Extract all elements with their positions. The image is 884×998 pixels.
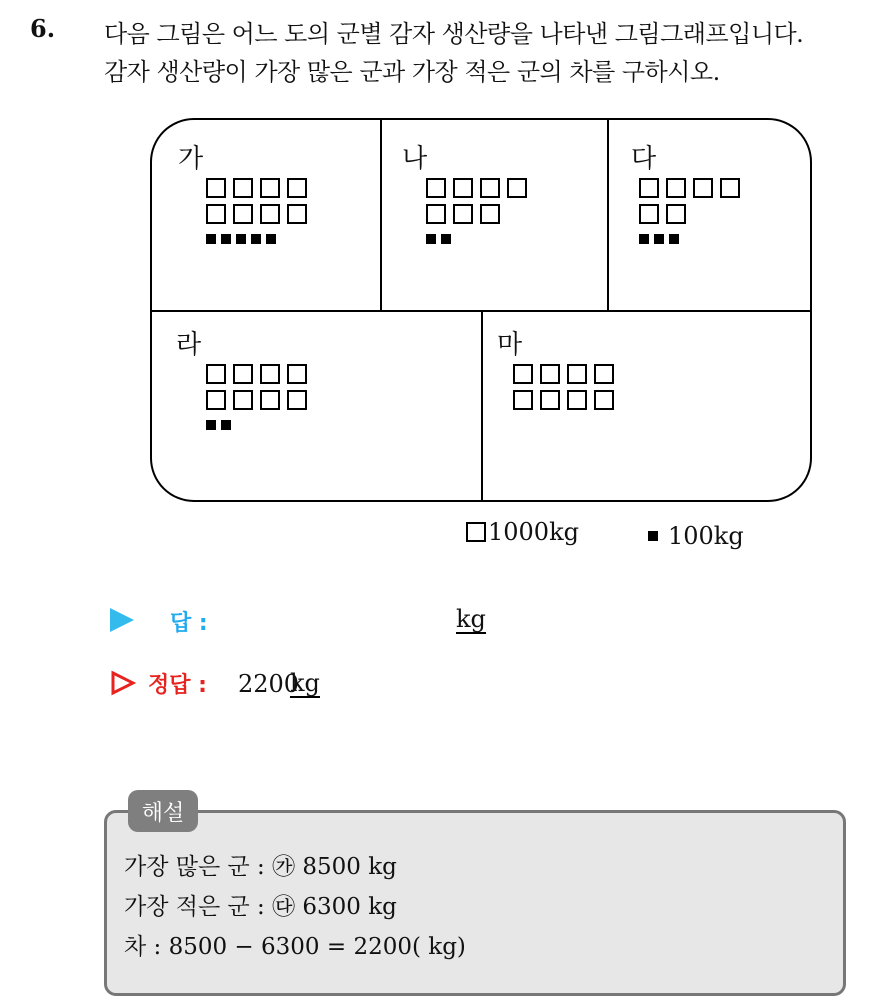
big-square-icon: [480, 204, 500, 224]
big-square-icon: [594, 390, 614, 410]
big-square-icon: [426, 204, 446, 224]
cell-icons: [206, 364, 307, 430]
big-square-row: [206, 364, 307, 386]
big-square-icon: [260, 178, 280, 198]
big-square-icon: [426, 178, 446, 198]
small-square-row: [426, 234, 527, 244]
big-square-row: [639, 178, 740, 200]
small-square-row: [639, 234, 740, 244]
small-square-icon: [221, 420, 231, 430]
small-square-icon: [266, 234, 276, 244]
big-square-icon: [466, 522, 486, 542]
big-square-icon: [206, 204, 226, 224]
big-square-row: [513, 390, 614, 412]
graph-cell-na: [382, 120, 609, 312]
explanation-line3: 차 : 8500 − 6300 = 2200( kg): [124, 934, 466, 960]
big-square-icon: [666, 204, 686, 224]
correct-value: 2200: [238, 670, 300, 698]
correct-label: 정답 :: [148, 673, 207, 698]
big-square-icon: [233, 204, 253, 224]
small-square-icon: [206, 420, 216, 430]
big-square-icon: [206, 390, 226, 410]
big-square-row: [206, 178, 307, 200]
small-square-icon: [639, 234, 649, 244]
cell-icons: [639, 178, 740, 244]
big-square-row: [206, 390, 307, 412]
big-square-icon: [287, 204, 307, 224]
graph-cell-da: [609, 120, 810, 312]
big-square-icon: [233, 390, 253, 410]
graph-cell-ra: [152, 312, 483, 500]
big-square-row: [426, 178, 527, 200]
correct-unit: kg: [290, 669, 320, 697]
big-square-icon: [513, 390, 533, 410]
big-square-icon: [540, 390, 560, 410]
answer-unit: kg: [456, 605, 486, 633]
big-square-icon: [513, 364, 533, 384]
big-square-icon: [540, 364, 560, 384]
cell-name: 마: [497, 330, 523, 360]
big-square-icon: [206, 364, 226, 384]
big-square-icon: [260, 204, 280, 224]
big-square-icon: [507, 178, 527, 198]
big-square-row: [513, 364, 614, 386]
big-square-icon: [287, 178, 307, 198]
graph-cell-ga: [152, 120, 382, 312]
big-square-icon: [233, 178, 253, 198]
graph-cell-ma: [483, 312, 810, 500]
big-square-row: [639, 204, 740, 226]
legend-small-label: 100kg: [668, 522, 744, 550]
small-square-icon: [669, 234, 679, 244]
answer-label: 답 :: [170, 611, 208, 636]
small-square-icon: [251, 234, 261, 244]
big-square-icon: [260, 364, 280, 384]
big-square-icon: [233, 364, 253, 384]
explanation-line1: 가장 많은 군 : ㉮ 8500 kg: [124, 854, 397, 880]
legend-big: [466, 518, 579, 546]
big-square-icon: [639, 178, 659, 198]
big-square-icon: [720, 178, 740, 198]
cell-name: 다: [631, 144, 657, 174]
small-square-icon: [426, 234, 436, 244]
big-square-icon: [594, 364, 614, 384]
cell-icons: [513, 364, 614, 416]
explanation-line2: 가장 적은 군 : ㉰ 6300 kg: [124, 894, 397, 920]
big-square-icon: [206, 178, 226, 198]
question-number: 6.: [30, 14, 56, 43]
big-square-icon: [287, 390, 307, 410]
picture-graph: [150, 118, 812, 502]
big-square-icon: [567, 364, 587, 384]
small-square-row: [206, 420, 307, 430]
big-square-icon: [480, 178, 500, 198]
small-square-icon: [221, 234, 231, 244]
big-square-icon: [287, 364, 307, 384]
legend-small: [648, 522, 744, 550]
big-square-icon: [693, 178, 713, 198]
small-square-icon: [236, 234, 246, 244]
cell-icons: [206, 178, 307, 244]
cell-name: 라: [176, 330, 202, 360]
question-text-line1: 다음 그림은 어느 도의 군별 감자 생산량을 나타낸 그림그래프입니다.: [104, 20, 804, 48]
small-square-icon: [206, 234, 216, 244]
small-square-icon: [654, 234, 664, 244]
big-square-icon: [260, 390, 280, 410]
big-square-icon: [567, 390, 587, 410]
legend-big-label: 1000kg: [488, 518, 579, 546]
big-square-row: [206, 204, 307, 226]
big-square-icon: [639, 204, 659, 224]
question-text-line2: 감자 생산량이 가장 많은 군과 가장 적은 군의 차를 구하시오.: [104, 58, 720, 86]
cell-icons: [426, 178, 527, 244]
small-square-icon: [648, 531, 658, 541]
answer-arrow-icon: [110, 608, 134, 632]
explanation-tag: 해설: [128, 790, 198, 832]
big-square-icon: [666, 178, 686, 198]
cell-name: 가: [178, 144, 204, 174]
big-square-icon: [453, 178, 473, 198]
big-square-row: [426, 204, 527, 226]
small-square-row: [206, 234, 307, 244]
cell-name: 나: [402, 144, 428, 174]
big-square-icon: [453, 204, 473, 224]
small-square-icon: [441, 234, 451, 244]
correct-arrow-icon: [110, 670, 136, 696]
